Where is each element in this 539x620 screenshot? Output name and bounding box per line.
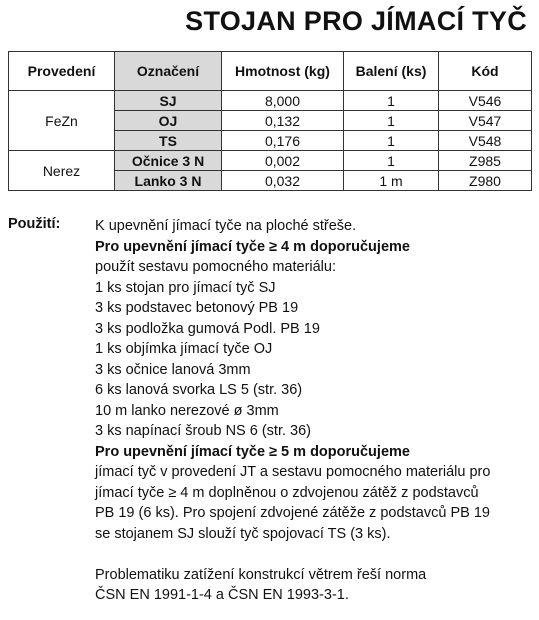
list-item: 1 ks stojan pro jímací tyč SJ (95, 279, 276, 296)
list-item: 3 ks napínací šroub NS 6 (str. 36) (95, 423, 311, 439)
baleni-cell: 1 (344, 111, 439, 131)
usage-para-line: se stojanem SJ slouží tyč spojovací TS (3 ks). (95, 525, 391, 542)
oznaceni-cell: TS (115, 131, 222, 151)
usage-text (95, 216, 525, 606)
table-header-row (9, 52, 532, 91)
hmotnost-cell: 0,132 (222, 111, 344, 131)
header-baleni: Balení (ks) (344, 52, 439, 91)
baleni-cell: 1 (344, 91, 439, 111)
table-row (9, 151, 532, 171)
kod-cell: Z985 (439, 151, 532, 171)
baleni-cell: 1 m (344, 171, 439, 191)
page-title: STOJAN PRO JÍMACÍ TYČ (185, 6, 527, 36)
oznaceni-cell: Očnice 3 N (115, 151, 222, 171)
header-provedeni: Provedení (9, 52, 115, 91)
kod-cell: V547 (439, 111, 532, 131)
oznaceni-cell: SJ (115, 91, 222, 111)
list-item: 1 ks objímka jímací tyče OJ (95, 341, 273, 357)
usage-heading-4m: Pro upevnění jímací tyče ≥ 4 m doporučujeme (95, 238, 410, 255)
header-hmotnost: Hmotnost (kg) (222, 52, 344, 91)
usage-para-line: jímací tyče ≥ 4 m doplněnou o zdvojenou zátěž z podstavců (95, 484, 479, 501)
list-item: 10 m lanko nerezové ø 3mm (95, 402, 279, 419)
header-oznaceni: Označení (115, 52, 222, 91)
spacer (95, 544, 525, 565)
baleni-cell: 1 (344, 131, 439, 151)
list-item: 3 ks podložka gumová Podl. PB 19 (95, 320, 320, 337)
list-item: 3 ks podstavec betonový PB 19 (95, 300, 299, 316)
provedeni-cell: Nerez (9, 151, 115, 191)
hmotnost-cell: 0,002 (222, 151, 344, 171)
hmotnost-cell: 8,000 (222, 91, 344, 111)
table-row (9, 91, 532, 111)
oznaceni-cell: OJ (115, 111, 222, 131)
spec-table (8, 51, 532, 191)
kod-cell: Z980 (439, 171, 532, 191)
usage-para-line: jímací tyč v provedení JT a sestavu pomocného materiálu pro (95, 464, 491, 480)
kod-cell: V548 (439, 131, 532, 151)
usage-heading-4m-sub: použít sestavu pomocného materiálu: (95, 259, 336, 275)
header-kod: Kód (439, 52, 532, 91)
hmotnost-cell: 0,176 (222, 131, 344, 151)
oznaceni-cell: Lanko 3 N (115, 171, 222, 191)
usage-intro: K upevnění jímací tyče na ploché střeše. (95, 218, 357, 234)
list-item: 3 ks očnice lanová 3mm (95, 361, 251, 378)
usage-label: Použití: (8, 216, 61, 232)
provedeni-cell: FeZn (9, 91, 115, 151)
hmotnost-cell: 0,032 (222, 171, 344, 191)
kod-cell: V546 (439, 91, 532, 111)
usage-heading-5m: Pro upevnění jímací tyče ≥ 5 m doporučujeme (95, 443, 410, 460)
usage-note-line: Problematiku zatížení konstrukcí větrem řeší norma (95, 566, 427, 583)
baleni-cell: 1 (344, 151, 439, 171)
usage-para-line: PB 19 (6 ks). Pro spojení zdvojené zátěže z podstavců PB 19 (95, 505, 490, 521)
usage-note-line: ČSN EN 1991-1-4 a ČSN EN 1993-3-1. (95, 587, 349, 603)
list-item: 6 ks lanová svorka LS 5 (str. 36) (95, 382, 303, 398)
